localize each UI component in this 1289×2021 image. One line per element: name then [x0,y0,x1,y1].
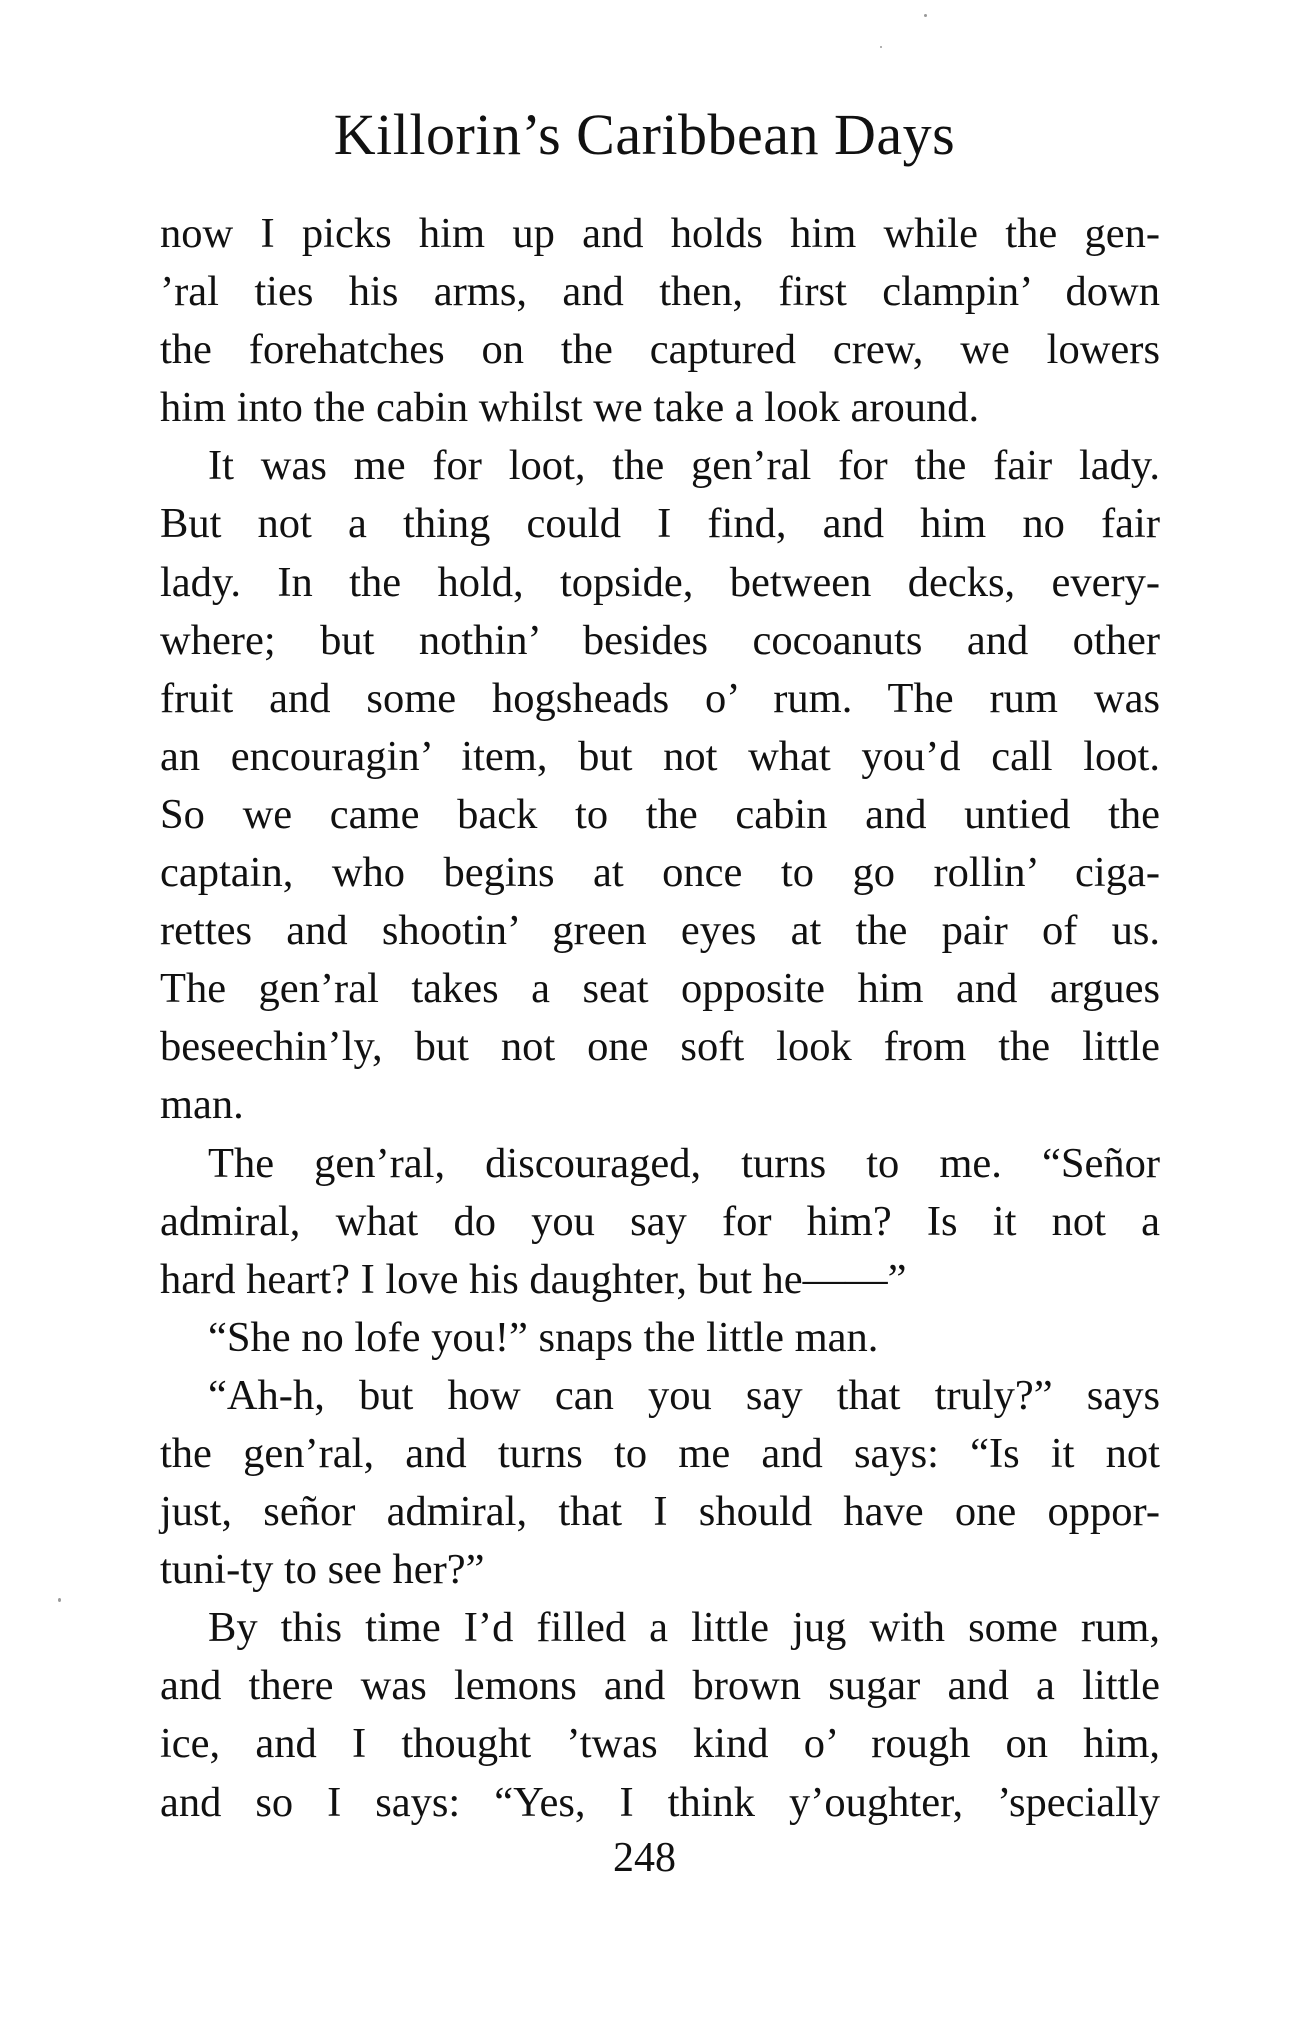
text-line: ’ral ties his arms, and then, first clampin’ down [160,268,1160,316]
text-line: “Ah-h, but how can you say that truly?” says [208,1371,1160,1419]
text-line: the forehatches on the captured crew, we lowers [160,326,1160,374]
paper-speck [924,14,927,17]
text-line: rettes and shootin’ green eyes at the pair of us. [160,907,1160,955]
text-line: now I picks him up and holds him while the gen- [160,210,1160,257]
text-line: The gen’ral, discouraged, turns to me. “Señor [208,1139,1160,1187]
body-text [160,205,1160,1832]
text-line: just, señor admiral, that I should have one oppor- [160,1488,1160,1536]
paper-speck [58,1598,61,1602]
text-line: the gen’ral, and turns to me and says: “Is it not [160,1429,1160,1477]
text-line: admiral, what do you say for him? Is it not a [160,1197,1160,1245]
text-line: But not a thing could I find, and him no fair [160,500,1160,548]
text-line: hard heart? I love his daughter, but he——” [160,1255,907,1303]
text-line: beseechin’ly, but not one soft look from the little [160,1023,1160,1071]
text-line: ice, and I thought ’twas kind o’ rough on him, [160,1720,1160,1768]
text-line: The gen’ral takes a seat opposite him and argues [160,965,1160,1013]
text-line: So we came back to the cabin and untied the [160,790,1160,838]
text-line: It was me for loot, the gen’ral for the fair lady. [208,442,1160,490]
text-line: tuni-ty to see her?” [160,1546,485,1594]
text-line: captain, who begins at once to go rollin’ ciga- [160,849,1160,897]
text-line: where; but nothin’ besides cocoanuts and other [160,616,1160,664]
page-number: 248 [613,1835,676,1881]
text-line: fruit and some hogsheads o’ rum. The rum was [160,674,1160,722]
running-head: Killorin’s Caribbean Days [333,102,956,167]
text-line: an encouragin’ item, but not what you’d call loot. [160,732,1160,780]
text-line: By this time I’d filled a little jug with some rum, [208,1604,1160,1652]
text-line: lady. In the hold, topside, between decks, every- [160,558,1160,606]
text-line: and there was lemons and brown sugar and a little [160,1662,1160,1710]
text-line: “She no lofe you!” snaps the little man. [208,1313,879,1361]
text-line: man. [160,1081,244,1129]
paper-speck [880,46,882,48]
text-line: and so I says: “Yes, I think y’oughter, ’specially [160,1778,1160,1826]
text-line: him into the cabin whilst we take a look around. [160,384,980,432]
